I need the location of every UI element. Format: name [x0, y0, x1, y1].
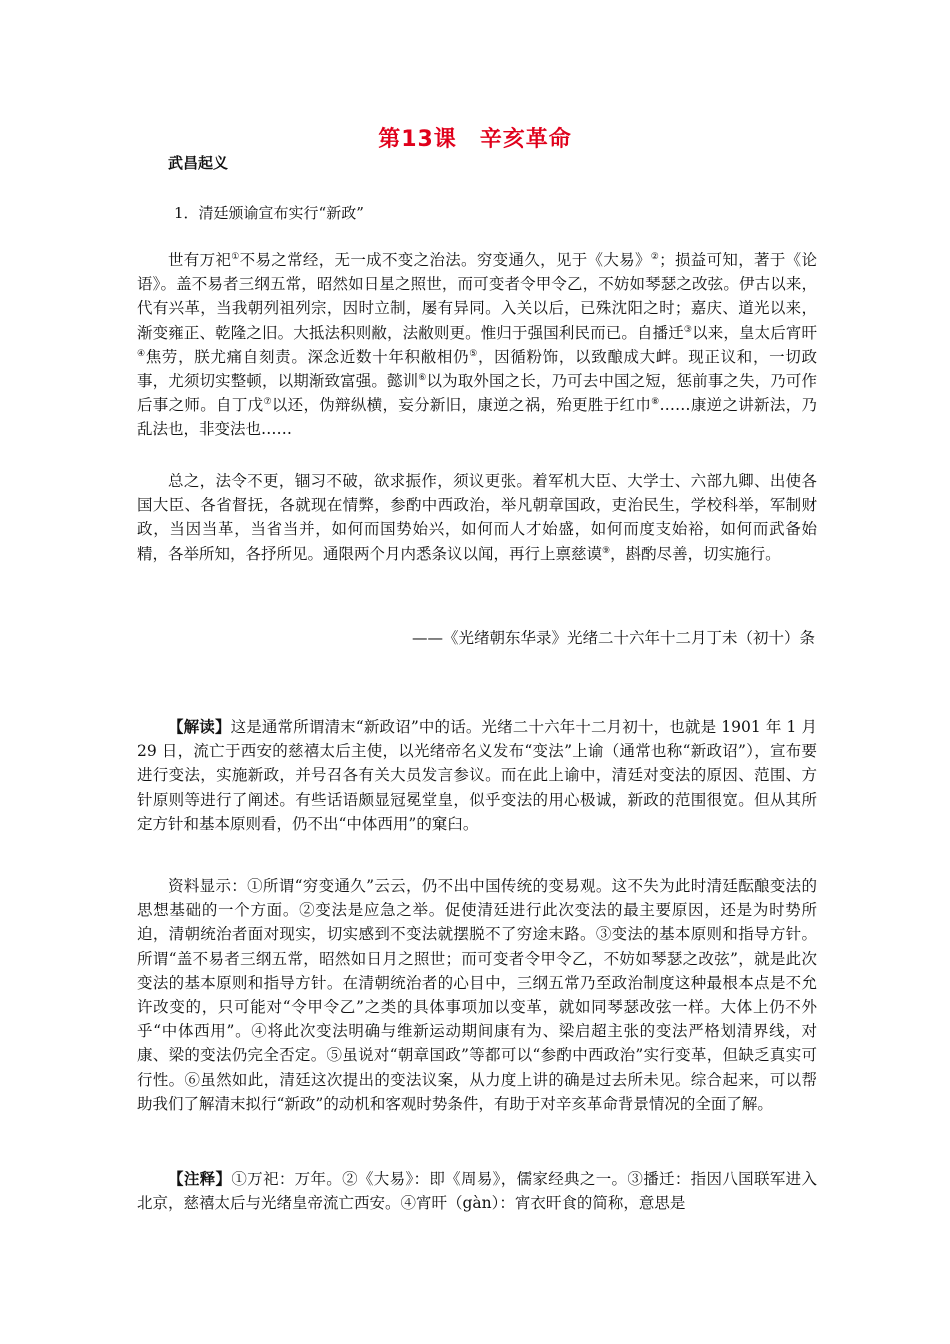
notes-text: ①万祀：万年。②《大易》：即《周易》，儒家经典之一。③播迁：指因八国联军进入北京，慈禧太后与光绪皇帝流亡西安。④宵旰（gàn）：宵衣旰食的简称，意思是	[137, 1170, 817, 1213]
interpretation-label: 【解读】	[168, 717, 231, 736]
section-heading: 武昌起义	[168, 154, 229, 172]
notes-label: 【注释】	[168, 1169, 232, 1188]
materials-paragraph: 资料显示：①所谓“穷变通久”云云，仍不出中国传统的变易观。这不失为此时清廷酝酿变法的思想基础的一个方面。②变法是应急之举。促使清廷进行此次变法的最主要原因，还是为时势所迫，清朝统治者面对现实，切实感到不变法就摆脱不了穷途末路。③变法的基本原则和指导方针。所谓“盖不易者三纲五常，昭然如日月之照世；而可变者令甲令乙，不妨如琴瑟之改弦”，就是此次变法的基本原则和指导方针。在清朝统治者的心目中，三纲五常乃至政治制度这种最根本点是不允许改变的，只可能对“令甲令乙”之类的具体事项加以变革，就如同琴瑟改弦一样。大体上仍不外乎“中体西用”。④将此次变法明确与维新运动期间康有为、梁启超主张的变法严格划清界线，对康、梁的变法仍完全否定。⑤虽说对“朝章国政”等都可以“参酌中西政治”实行变革，但缺乏真实可行性。⑥虽然如此，清廷这次提出的变法议案，从力度上讲的确是过去所未见。综合起来，可以帮助我们了解清末拟行“新政”的动机和客观时势条件，有助于对辛亥革命背景情况的全面了解。	[137, 877, 817, 1113]
edict-paragraph-1: 世有万祀①不易之常经，无一成不变之治法。穷变通久，见于《大易》②；损益可知，著于《论语》。盖不易者三纲五常，昭然如日星之照世，而可变者令甲令乙，不妨如琴瑟之改弦。伊古以来，代有兴革，当我朝列祖列宗，因时立制，屡有异同。入关以后，已殊沈阳之时；嘉庆、道光以来，渐变雍正、乾隆之旧。大抵法积则敝，法敝则更。惟归于强国利民而已。自播迁③以来，皇太后宵旰④焦劳，朕尤痛自刻责。深念近数十年积敝相仍⑤，因循粉饰，以致酿成大衅。现正议和，一切政事，尤须切实整顿，以期渐致富强。懿训⑥以为取外国之长，乃可去中国之短，惩前事之失，乃可作后事之师。自丁戊⑦以还，伪辩纵横，妄分新旧，康逆之祸，殆更胜于红巾⑧……康逆之讲新法，乃乱法也，非变法也……	[137, 251, 817, 439]
notes-paragraph	[137, 1167, 817, 1215]
subsection-heading: 1．清廷颁谕宣布实行“新政”	[174, 204, 364, 222]
lesson-title: 第13课 辛亥革命	[378, 127, 572, 152]
edict-source-citation: ——《光绪朝东华录》光绪二十六年十二月丁未（初十）条	[411, 629, 815, 647]
interpretation-paragraph	[137, 715, 817, 836]
edict-paragraph-2: 总之，法令不更，锢习不破，欲求振作，须议更张。着军机大臣、大学士、六部九卿、出使各国大臣、各省督抚，各就现在情弊，参酌中西政治，举凡朝章国政，吏治民生，学校科举，军制财政，当因当革，当省当并，如何而国势始兴，如何而人才始盛，如何而度支始裕，如何而武备始精，各举所知，各抒所见。通限两个月内悉条议以闻，再行上禀慈谟⑨，斟酌尽善，切实施行。	[137, 472, 817, 563]
interpretation-text: 这是通常所谓清末“新政诏”中的话。光绪二十六年十二月初十，也就是 1901 年 1 月 29 日，流亡于西安的慈禧太后主使，以光绪帝名义发布“变法”上谕（通常也称“新政诏”），宣布要进行变法，实施新政，并号召各有关大员发言参议。而在此上谕中，清廷对变法的原因、范围、方针原则等进行了阐述。有些话语颇显冠冕堂皇，似乎变法的用心极诚，新政的范围很宽。但从其所定方针和基本原则看，仍不出“中体西用”的窠臼。	[137, 718, 817, 833]
